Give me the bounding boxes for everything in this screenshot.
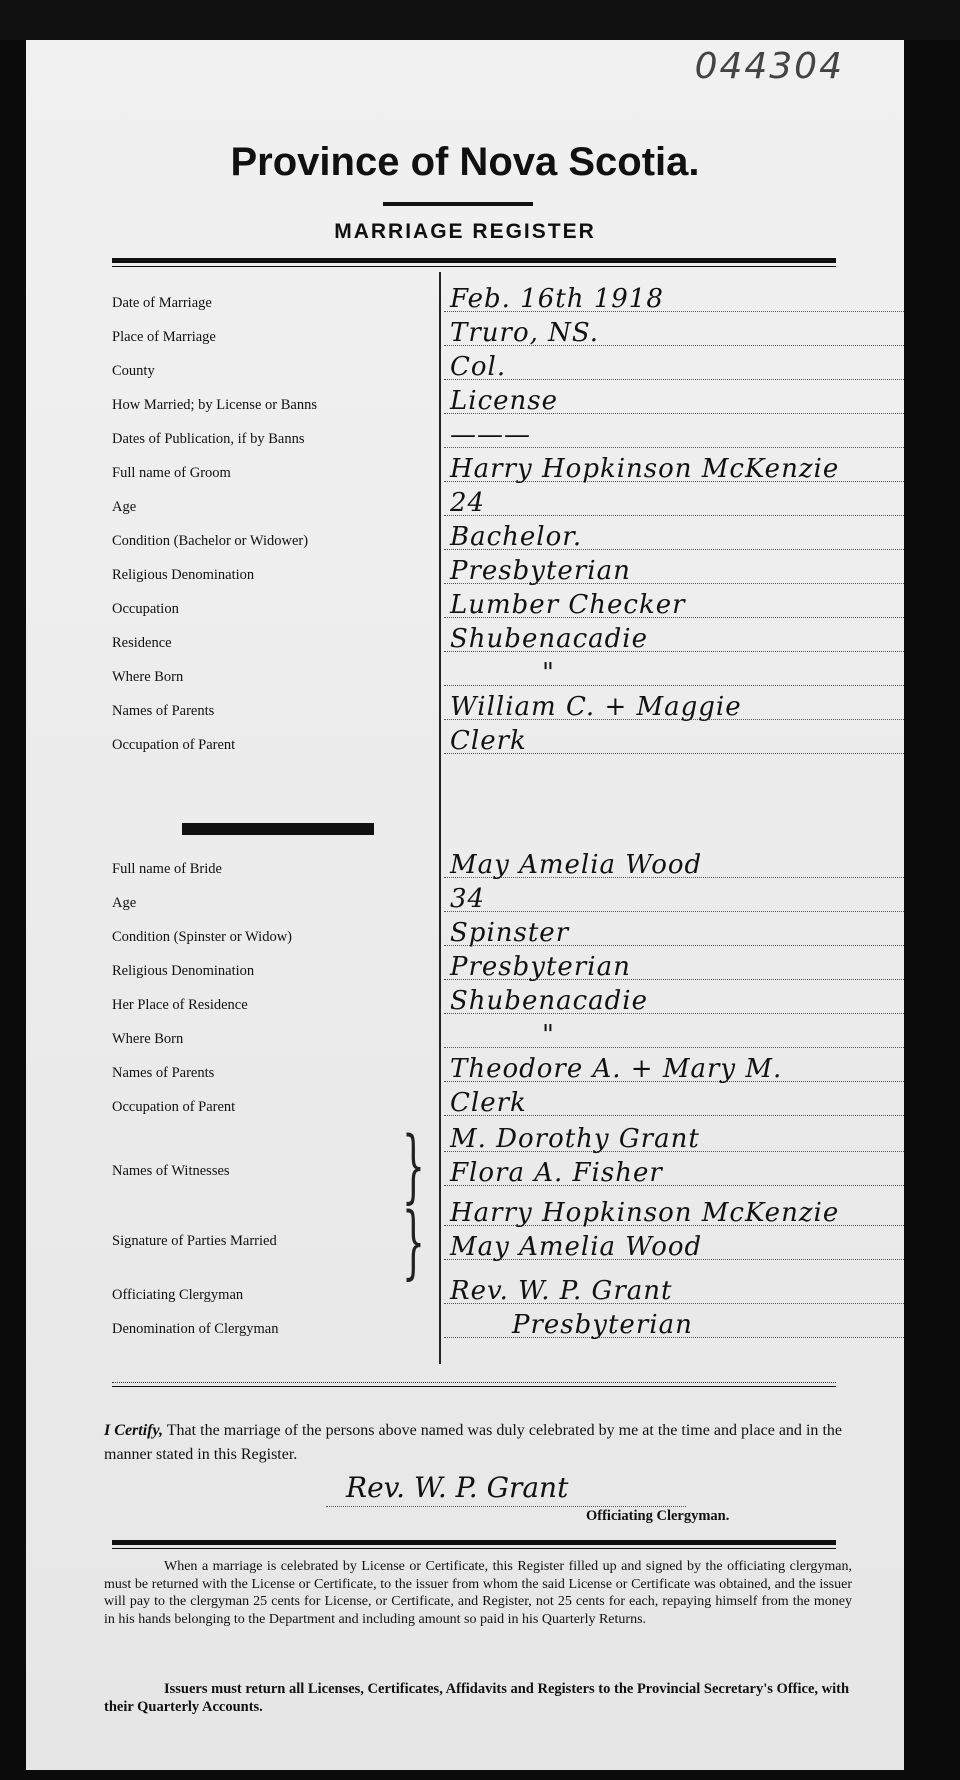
field-label: Where Born bbox=[112, 1031, 184, 1047]
witnesses-brace: } bbox=[402, 1119, 425, 1212]
field-value: Truro, NS. bbox=[450, 318, 600, 348]
page-title: Province of Nova Scotia. bbox=[230, 140, 700, 184]
witness-name: M. Dorothy Grant bbox=[450, 1124, 700, 1154]
field-label: Place of Marriage bbox=[112, 329, 216, 345]
field-label: Denomination of Clergyman bbox=[112, 1321, 279, 1337]
leader-dots bbox=[444, 515, 904, 516]
field-value: Rev. W. P. Grant bbox=[450, 1276, 673, 1306]
field-value: Presbyterian bbox=[450, 952, 631, 982]
field-groom-denomination bbox=[112, 554, 904, 588]
field-label: Occupation of Parent bbox=[112, 737, 236, 753]
field-bride-denomination bbox=[112, 950, 904, 984]
leader-dots bbox=[444, 911, 904, 912]
field-bride-condition bbox=[112, 916, 904, 950]
instructions-paragraph: When a marriage is celebrated by License or Certificate, this Register filled up and signed by the officiating clergyman, must be returned with the License or Certificate, to the issuer from whom the said License or Certificate was obtained, and the issuer will pay to the clergyman 25 cents for License, or Certificate, and Register, not 25 cents for each, repaying himself from the money in his hands belonging to the Department and including amount so paid in his Quarterly Returns. bbox=[104, 1559, 852, 1627]
signatures-brace: } bbox=[402, 1195, 425, 1288]
footer-rule-thin bbox=[112, 1548, 836, 1549]
record-number-stamp: 044304 bbox=[694, 46, 844, 87]
field-label: Full name of Groom bbox=[112, 465, 231, 481]
field-groom-birthplace bbox=[112, 656, 904, 690]
field-bride-name bbox=[112, 848, 904, 882]
leader-dots bbox=[444, 1047, 904, 1048]
field-clergyman-denomination bbox=[112, 1308, 904, 1342]
certification-role: Officiating Clergyman. bbox=[586, 1508, 730, 1524]
field-bride-residence bbox=[112, 984, 904, 1018]
field-witness-2 bbox=[112, 1156, 904, 1190]
field-value: 24 bbox=[450, 488, 486, 518]
leader-dots bbox=[444, 379, 904, 380]
scan-border bbox=[0, 0, 960, 40]
field-value: " bbox=[542, 658, 555, 688]
section-rule bbox=[112, 1382, 836, 1383]
field-label: Dates of Publication, if by Banns bbox=[112, 431, 305, 447]
field-label: Names of Parents bbox=[112, 703, 215, 719]
field-value: Theodore A. + Mary M. bbox=[450, 1054, 783, 1084]
field-value: Presbyterian bbox=[512, 1310, 693, 1340]
certification-signature-line bbox=[326, 1468, 686, 1507]
field-groom-occupation bbox=[112, 588, 904, 622]
field-bride-parent-occupation bbox=[112, 1086, 904, 1120]
field-signature-groom bbox=[112, 1196, 904, 1230]
field-groom-parent-occupation bbox=[112, 724, 904, 758]
field-date-of-marriage bbox=[112, 282, 904, 316]
field-label: Full name of Bride bbox=[112, 861, 222, 877]
footer-rule bbox=[112, 1540, 836, 1545]
field-witness-1 bbox=[112, 1122, 904, 1156]
certification-text: That the marriage of the persons above named was duly celebrated by me at the time and place and in the manner stated in this Register. bbox=[104, 1422, 843, 1463]
return-notice: Issuers must return all Licenses, Certificates, Affidavits and Registers to the Provincial Secretary's Office, with their Quarterly Accounts. bbox=[104, 1681, 850, 1715]
field-label: Age bbox=[112, 895, 137, 911]
field-label: Religious Denomination bbox=[112, 963, 255, 979]
field-value: Presbyterian bbox=[450, 556, 631, 586]
signature-value: Harry Hopkinson McKenzie bbox=[450, 1198, 840, 1228]
field-value: Spinster bbox=[450, 918, 570, 948]
field-label: Where Born bbox=[112, 669, 184, 685]
field-place-of-marriage bbox=[112, 316, 904, 350]
field-value: Lumber Checker bbox=[450, 590, 686, 620]
field-label: Occupation bbox=[112, 601, 179, 617]
field-value: May Amelia Wood bbox=[450, 850, 703, 880]
field-how-married bbox=[112, 384, 904, 418]
field-label: Occupation of Parent bbox=[112, 1099, 236, 1115]
register-page bbox=[26, 40, 904, 1770]
field-label: Condition (Bachelor or Widower) bbox=[112, 533, 309, 549]
signature-value: May Amelia Wood bbox=[450, 1232, 703, 1262]
field-label: Names of Parents bbox=[112, 1065, 215, 1081]
section-divider-bar bbox=[182, 823, 374, 835]
field-value: Shubenacadie bbox=[450, 624, 648, 654]
field-label: Residence bbox=[112, 635, 172, 651]
field-groom-name bbox=[112, 452, 904, 486]
certification-statement bbox=[104, 1419, 842, 1467]
field-value: Harry Hopkinson McKenzie bbox=[450, 454, 840, 484]
field-value: Feb. 16th 1918 bbox=[450, 284, 664, 314]
certification-lead: I Certify, bbox=[104, 1422, 163, 1439]
field-value: 34 bbox=[450, 884, 486, 914]
field-value: " bbox=[542, 1020, 555, 1050]
certification-signature: Rev. W. P. Grant bbox=[346, 1471, 569, 1504]
field-value: Clerk bbox=[450, 1088, 527, 1118]
field-label: Officiating Clergyman bbox=[112, 1287, 244, 1303]
field-dates-of-publication bbox=[112, 418, 904, 452]
field-label: County bbox=[112, 363, 155, 379]
field-bride-birthplace bbox=[112, 1018, 904, 1052]
field-county bbox=[112, 350, 904, 384]
field-bride-parents bbox=[112, 1052, 904, 1086]
field-signature-bride bbox=[112, 1230, 904, 1264]
field-groom-parents bbox=[112, 690, 904, 724]
field-label: How Married; by License or Banns bbox=[112, 397, 317, 413]
field-label: Her Place of Residence bbox=[112, 997, 248, 1013]
field-officiating-clergyman bbox=[112, 1274, 904, 1308]
field-groom-condition bbox=[112, 520, 904, 554]
field-groom-residence bbox=[112, 622, 904, 656]
column-divider bbox=[439, 272, 441, 1364]
field-bride-age bbox=[112, 882, 904, 916]
field-value: Col. bbox=[450, 352, 507, 382]
title-divider bbox=[383, 202, 533, 206]
field-value: William C. + Maggie bbox=[450, 692, 742, 722]
witness-name: Flora A. Fisher bbox=[450, 1158, 663, 1188]
page-subtitle: MARRIAGE REGISTER bbox=[334, 220, 596, 243]
field-value: Shubenacadie bbox=[450, 986, 648, 1016]
field-value: ——— bbox=[450, 420, 531, 450]
field-label: Date of Marriage bbox=[112, 295, 212, 311]
header-rule-thin bbox=[112, 266, 836, 267]
field-label: Condition (Spinster or Widow) bbox=[112, 929, 292, 945]
field-groom-age bbox=[112, 486, 904, 520]
section-rule bbox=[112, 1386, 836, 1387]
signatures-label: Signature of Parties Married bbox=[112, 1233, 277, 1249]
field-value: License bbox=[450, 386, 559, 416]
field-value: Clerk bbox=[450, 726, 527, 756]
field-value: Bachelor. bbox=[450, 522, 583, 552]
field-label: Age bbox=[112, 499, 137, 515]
header-rule bbox=[112, 258, 836, 263]
field-label: Religious Denomination bbox=[112, 567, 255, 583]
leader-dots bbox=[444, 685, 904, 686]
witnesses-label: Names of Witnesses bbox=[112, 1163, 230, 1179]
